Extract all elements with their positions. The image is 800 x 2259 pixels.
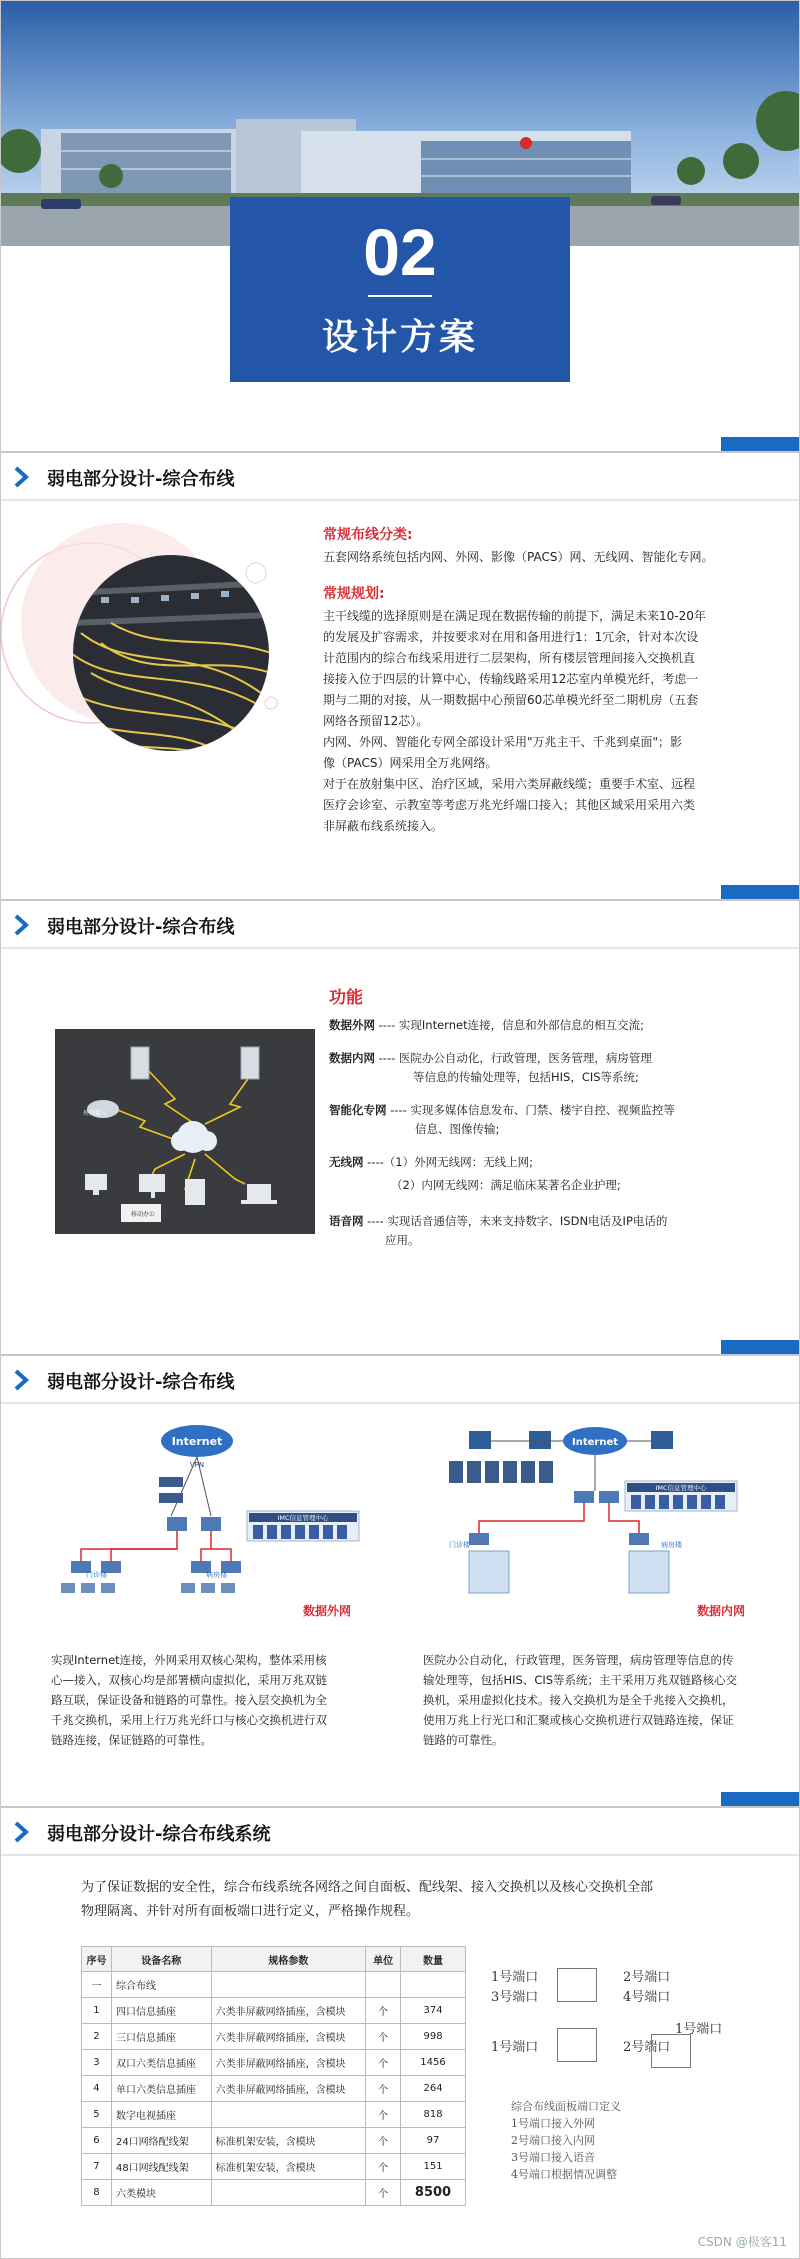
cover-divider	[368, 295, 432, 297]
table-cell: 标准机架安装，含模块	[211, 2128, 365, 2154]
port-label-2: 2号端口	[623, 2040, 671, 2055]
table-row	[82, 2154, 466, 2180]
function-label: 智能化专网	[329, 1103, 387, 1117]
text-line: 心—接入，双核心均是部署横向虚拟化，采用万兆双链	[51, 1673, 327, 1687]
table-row	[82, 2024, 466, 2050]
table-cell: 个	[366, 2128, 401, 2154]
function-line: ---- 实现多媒体信息发布、门禁、楼宇自控、视频监控等	[390, 1103, 675, 1117]
table-cell: 个	[366, 2154, 401, 2180]
network-diagram	[55, 1029, 315, 1234]
table-cell: 4	[82, 2076, 112, 2102]
function-label: 数据内网	[329, 1051, 375, 1065]
text-line: 换机，采用虚拟化技术。接入交换机为是全千兆接入交换机，	[423, 1693, 734, 1707]
port-legend-item: 3号端口接入语音	[511, 2151, 595, 2164]
table-cell	[401, 1972, 466, 1998]
table-cell: 六类非屏蔽网络插座，含模块	[211, 2076, 365, 2102]
text-line: 的发展及扩容需求，并按要求对在用和备用进行1：1冗余，针对本次设	[323, 630, 699, 644]
internet-cloud-label: Internet	[571, 1437, 619, 1448]
table-cell: 双口六类信息插座	[111, 2050, 211, 2076]
panel-box	[557, 1968, 597, 2002]
text-line: 链路连接，保证链路的可靠性。	[51, 1733, 212, 1747]
node-label-ward: 病房楼	[206, 1571, 227, 1579]
text-line: 链路的可靠性。	[423, 1733, 504, 1747]
table-row	[82, 2050, 466, 2076]
port-label-4: 4号端口	[623, 1990, 671, 2005]
text-line: 计范围内的综合布线采用进行二层架构，所有楼层管理间接入交换机直	[323, 651, 696, 665]
table-cell: 六类非屏蔽网络插座，含模块	[211, 2024, 365, 2050]
text-line: 非屏蔽布线系统接入。	[323, 819, 444, 833]
text-line: 接接入位于四层的计算中心，传输线路采用12芯室内单模光纤，考虑一	[323, 672, 699, 686]
corner-bar	[721, 437, 799, 451]
table-header: 规格参数	[211, 1947, 365, 1972]
table-cell: 24口网络配线架	[111, 2128, 211, 2154]
text-line: 实现Internet连接，外网采用双核心架构，整体采用核	[51, 1653, 327, 1667]
table-cell: 四口信息插座	[111, 1998, 211, 2024]
cover-slide	[0, 0, 800, 452]
chevron-right-icon	[13, 914, 29, 936]
functions-heading: 功能	[329, 988, 363, 1008]
port-legend-item: 2号端口接入内网	[511, 2134, 595, 2147]
table-cell: 151	[401, 2154, 466, 2180]
imc-center-label: IMC信息管理中心	[277, 1514, 329, 1522]
function-label: 语音网	[329, 1214, 364, 1228]
external-network-diagram	[51, 1421, 371, 1621]
table-cell: 998	[401, 2024, 466, 2050]
function-line: ----（1）外网无线网：无线上网;	[367, 1155, 533, 1169]
function-item-voice	[329, 1212, 759, 1250]
table-row	[82, 2180, 466, 2206]
classification-heading: 常规布线分类:	[323, 527, 413, 543]
table-cell: 六类非屏蔽网络插座，含模块	[211, 2050, 365, 2076]
function-item-internal	[329, 1049, 759, 1087]
panel-box	[557, 2028, 597, 2062]
table-cell: 数字电视插座	[111, 2102, 211, 2128]
table-row	[82, 2076, 466, 2102]
table-cell: 标准机架安装，含模块	[211, 2154, 365, 2180]
slide-network-topology	[0, 1355, 800, 1807]
planning-paragraph-3	[323, 774, 783, 837]
classification-content	[323, 523, 783, 837]
internet-cloud-label: Internet	[171, 1435, 223, 1448]
internal-network-description	[423, 1650, 793, 1750]
chevron-right-icon	[13, 466, 29, 488]
planning-heading: 常规规划:	[323, 586, 385, 602]
function-line: 应用。	[385, 1233, 420, 1247]
text-line: 期与二期的对接，从一期数据中心预留60芯单模光纤至二期机房（五套	[323, 693, 699, 707]
text-line: 像（PACS）网采用全万兆网络。	[323, 756, 498, 770]
function-label: 无线网	[329, 1155, 364, 1169]
slide-cabling-classification	[0, 452, 800, 900]
slide-title: 弱电部分设计-综合布线	[47, 469, 235, 490]
table-cell: 7	[82, 2154, 112, 2180]
port-label-1: 1号端口	[491, 1970, 539, 1985]
port-legend-item: 4号端口根据情况调整	[511, 2168, 617, 2181]
table-cell: 6	[82, 2128, 112, 2154]
corner-bar	[721, 1792, 799, 1806]
table-cell: 2	[82, 2024, 112, 2050]
table-cell: 个	[366, 2102, 401, 2128]
watermark: CSDN @极客11	[697, 2235, 787, 2249]
table-cell: 六类非屏蔽网络插座，含模块	[211, 1998, 365, 2024]
table-cell: 3	[82, 2050, 112, 2076]
port-label-2: 2号端口	[623, 1970, 671, 1985]
table-header-row	[82, 1947, 466, 1972]
port-panel-quad	[491, 1966, 731, 2006]
table-cell: 单口六类信息插座	[111, 2076, 211, 2102]
node-label-ward: 病房楼	[661, 1541, 682, 1549]
text-line: 医疗会诊室、示教室等考虑万兆光纤端口接入；其他区域采用采用六类	[323, 798, 696, 812]
port-legend-item: 1号端口接入外网	[511, 2117, 595, 2130]
table-cell: 374	[401, 1998, 466, 2024]
port-panel-single	[651, 2018, 731, 2078]
classification-text: 五套网络系统包括内网、外网、影像（PACS）网、无线网、智能化专网。	[323, 550, 714, 564]
table-cell: 48口网线配线架	[111, 2154, 211, 2180]
corner-bar	[721, 885, 799, 899]
diagram-label-internet-access: 外网接入	[83, 1110, 108, 1117]
vpn-label: VPN	[189, 1461, 205, 1469]
table-cell: 综合布线	[111, 1972, 211, 1998]
planning-paragraph-1	[323, 606, 783, 732]
table-cell: 5	[82, 2102, 112, 2128]
function-label: 数据外网	[329, 1018, 375, 1032]
table-cell: 个	[366, 2076, 401, 2102]
slide-cabling-system	[0, 1807, 800, 2259]
text-line: 网络各预留12芯）。	[323, 714, 429, 728]
text-line: 使用万兆上行光口和汇聚或核心交换机进行双链路连接，保证	[423, 1713, 734, 1727]
cabling-intro	[81, 1876, 771, 1924]
equipment-table	[81, 1946, 466, 2206]
table-row	[82, 2102, 466, 2128]
internal-network-diagram	[429, 1421, 749, 1621]
table-cell: 818	[401, 2102, 466, 2128]
cover-title: 设计方案	[321, 317, 478, 358]
table-cell: 8500	[401, 2180, 466, 2206]
table-header: 数量	[401, 1947, 466, 1972]
external-network-description	[51, 1650, 371, 1750]
function-line: 等信息的传输处理等，包括HIS，CIS等系统;	[413, 1070, 639, 1084]
table-cell: 8	[82, 2180, 112, 2206]
function-line: ---- 实现Internet连接，信息和外部信息的相互交流;	[378, 1018, 644, 1032]
port-legend-title: 综合布线面板端口定义	[511, 2100, 621, 2113]
text-line: 输处理等，包括HIS、CIS等系统；主干采用万兆双链路核心交	[423, 1673, 738, 1687]
table-cell	[366, 1972, 401, 1998]
table-cell: 264	[401, 2076, 466, 2102]
text-line: 内网、外网、智能化专网全部设计采用"万兆主干、千兆到桌面"；影	[323, 735, 683, 749]
port-label-3: 3号端口	[491, 1990, 539, 2005]
function-line: ---- 实现话音通信等，未来支持数字、ISDN电话及IP电话的	[367, 1214, 668, 1228]
table-cell: 个	[366, 2050, 401, 2076]
slide-header	[1, 901, 799, 949]
table-cell: 三口信息插座	[111, 2024, 211, 2050]
table-cell: 个	[366, 2024, 401, 2050]
function-line: （2）内网无线网：满足临床某著名企业护理;	[391, 1178, 621, 1192]
table-body	[82, 1972, 466, 2206]
port-label-1: 1号端口	[675, 2022, 723, 2037]
table-cell: 97	[401, 2128, 466, 2154]
function-item-smart	[329, 1101, 759, 1139]
internal-network-caption: 数据内网	[696, 1604, 745, 1618]
panel-box	[651, 2034, 691, 2068]
table-cell: 1	[82, 1998, 112, 2024]
text-line: 千兆交换机，采用上行万兆光纤口与核心交换机进行双	[51, 1713, 327, 1727]
table-row	[82, 1998, 466, 2024]
port-definition-diagram	[491, 1948, 751, 2228]
slide-header	[1, 453, 799, 501]
node-label-outpatient: 门诊楼	[86, 1571, 107, 1579]
table-row	[82, 2128, 466, 2154]
node-label-outpatient: 门诊楼	[449, 1541, 470, 1549]
slide-header	[1, 1356, 799, 1404]
table-cell: 一	[82, 1972, 112, 1998]
slide-header	[1, 1808, 799, 1856]
port-legend	[511, 2098, 621, 2183]
table-cell: 1456	[401, 2050, 466, 2076]
table-cell: 六类模块	[111, 2180, 211, 2206]
port-label-1: 1号端口	[491, 2040, 539, 2055]
function-item-external	[329, 1016, 759, 1035]
slide-title: 弱电部分设计-综合布线	[47, 917, 235, 938]
imc-center-label: IMC信息管理中心	[655, 1484, 707, 1492]
functions-content	[329, 989, 759, 1250]
table-row	[82, 1972, 466, 1998]
chevron-right-icon	[13, 1369, 29, 1391]
table-cell	[211, 2180, 365, 2206]
function-item-wireless	[329, 1153, 759, 1198]
chevron-right-icon	[13, 1821, 29, 1843]
fiber-cable-photo	[71, 553, 271, 753]
table-header: 设备名称	[111, 1947, 211, 1972]
text-line: 为了保证数据的安全性，综合布线系统各网络之间自面板、配线架、接入交换机以及核心交换机全部	[81, 1880, 654, 1895]
text-line: 主干线缆的选择原则是在满足现在数据传输的前提下，满足未来10-20年	[323, 609, 706, 623]
cover-title-box	[230, 197, 570, 382]
cover-number: 02	[363, 215, 437, 289]
slide-network-functions	[0, 900, 800, 1355]
slide-title: 弱电部分设计-综合布线	[47, 1372, 235, 1393]
table-cell	[211, 2102, 365, 2128]
text-line: 物理隔离、并针对所有面板端口进行定义，严格操作规程。	[81, 1904, 420, 1919]
diagram-label-mobile-office: 移动办公	[131, 1211, 156, 1218]
corner-bar	[721, 1340, 799, 1354]
text-line: 对于在放射集中区、治疗区域，采用六类屏蔽线缆；重要手术室、远程	[323, 777, 696, 791]
table-header: 单位	[366, 1947, 401, 1972]
function-line: 信息、图像传输;	[415, 1122, 500, 1136]
table-header: 序号	[82, 1947, 112, 1972]
table-cell	[211, 1972, 365, 1998]
table-cell: 个	[366, 1998, 401, 2024]
function-line: ---- 医院办公自动化，行政管理，医务管理，病房管理	[378, 1051, 652, 1065]
slide-title: 弱电部分设计-综合布线系统	[47, 1824, 271, 1845]
external-network-caption: 数据外网	[302, 1604, 351, 1618]
text-line: 医院办公自动化，行政管理，医务管理，病房管理等信息的传	[423, 1653, 734, 1667]
table-cell: 个	[366, 2180, 401, 2206]
planning-paragraph-2	[323, 732, 783, 774]
text-line: 路互联，保证设备和链路的可靠性。接入层交换机为全	[51, 1693, 327, 1707]
